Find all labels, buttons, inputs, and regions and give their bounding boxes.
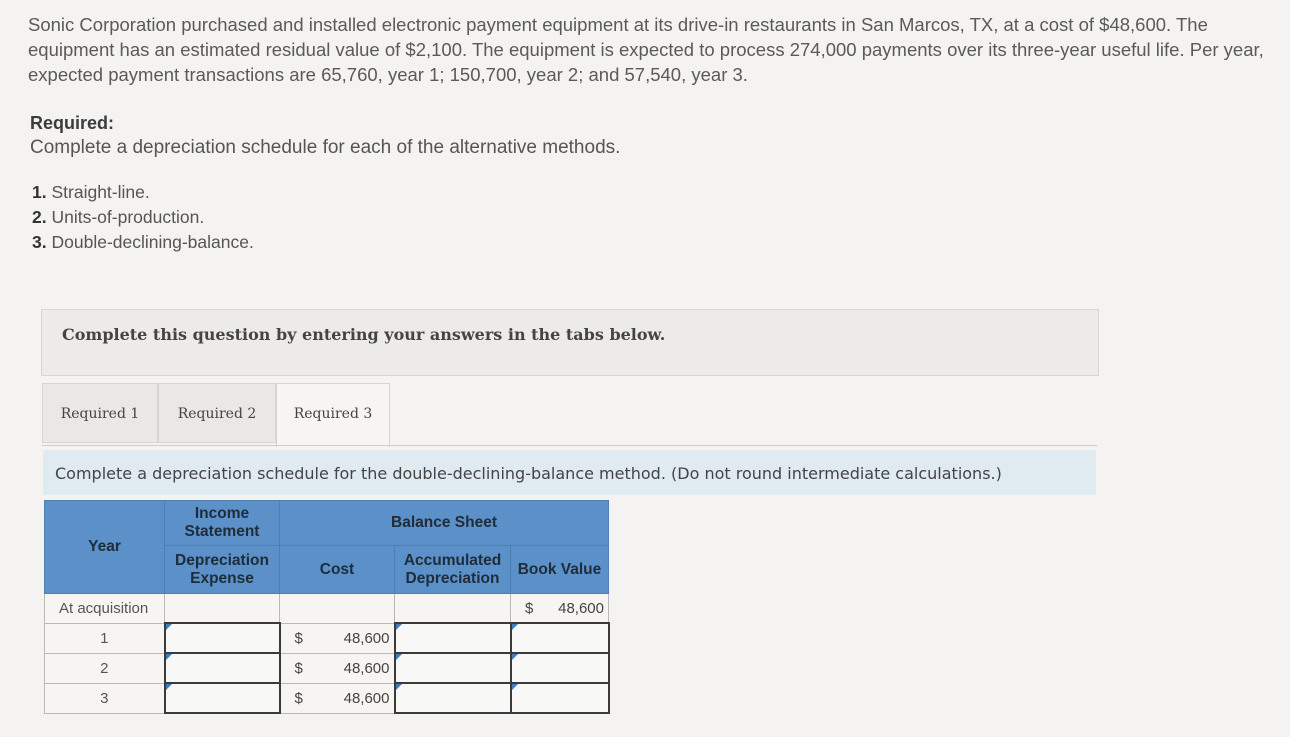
depreciation-expense-input[interactable] bbox=[165, 623, 280, 653]
year-cell: 1 bbox=[45, 623, 165, 653]
depreciation-expense-input[interactable] bbox=[165, 653, 280, 683]
required-heading: Required: bbox=[30, 113, 115, 133]
empty-cell bbox=[280, 594, 395, 624]
row-label: At acquisition bbox=[45, 594, 165, 624]
list-item: 2. Units-of-production. bbox=[32, 207, 205, 227]
year-cell: 3 bbox=[45, 683, 165, 713]
tab-instruction-banner bbox=[43, 450, 1096, 495]
problem-statement: Sonic Corporation purchased and installed electronic payment equipment at its drive-in restaurants in San Marcos, TX, at a cost of $48,600. The equipment has an estimated residual value of $2,100. The equipment is expected to process 274,000 payments over its three-year useful life. Per year, expected payment transactions are 65,760, year 1; 150,700, year 2; and 57,540, year 3. bbox=[28, 14, 1264, 85]
tab-required-1[interactable]: Required 1 bbox=[42, 383, 158, 443]
cost-cell: $ 48,600 bbox=[280, 623, 395, 653]
empty-cell bbox=[165, 594, 280, 624]
accumulated-depreciation-input[interactable] bbox=[395, 653, 511, 683]
tab-required-3[interactable]: Required 3 bbox=[276, 383, 390, 447]
list-item: 1. Straight-line. bbox=[32, 182, 150, 202]
header-income-statement: Income Statement bbox=[165, 501, 280, 546]
header-depreciation-expense: Depreciation Expense bbox=[165, 546, 280, 594]
year-cell: 2 bbox=[45, 653, 165, 683]
header-year: Year bbox=[45, 501, 165, 594]
table-row bbox=[45, 594, 609, 624]
depreciation-expense-input[interactable] bbox=[165, 683, 280, 713]
cost-cell: $ 48,600 bbox=[280, 653, 395, 683]
header-accumulated-depreciation: Accumulated Depreciation bbox=[395, 546, 511, 594]
table-row bbox=[45, 653, 609, 683]
required-description: Complete a depreciation schedule for each of the alternative methods. bbox=[30, 137, 621, 158]
tab-required-2[interactable]: Required 2 bbox=[158, 383, 276, 443]
empty-cell bbox=[395, 594, 511, 624]
header-balance-sheet: Balance Sheet bbox=[280, 501, 609, 546]
list-item: 3. Double-declining-balance. bbox=[32, 232, 254, 252]
table-row bbox=[45, 683, 609, 713]
header-book-value: Book Value bbox=[511, 546, 609, 594]
accumulated-depreciation-input[interactable] bbox=[395, 623, 511, 653]
requirements-list bbox=[32, 180, 254, 255]
header-cost: Cost bbox=[280, 546, 395, 594]
tab-divider bbox=[42, 445, 1097, 446]
accumulated-depreciation-input[interactable] bbox=[395, 683, 511, 713]
depreciation-schedule-table bbox=[44, 500, 610, 714]
table-row bbox=[45, 623, 609, 653]
tab-instruction-text: Complete a depreciation schedule for the double-declining-balance method. (Do not round intermediate calculations.) bbox=[55, 464, 1002, 483]
book-value-acquisition: $ 48,600 bbox=[511, 594, 609, 624]
book-value-input[interactable] bbox=[511, 653, 609, 683]
cost-cell: $ 48,600 bbox=[280, 683, 395, 713]
book-value-input[interactable] bbox=[511, 623, 609, 653]
instruction-banner bbox=[41, 309, 1099, 376]
instruction-text: Complete this question by entering your answers in the tabs below. bbox=[62, 325, 666, 344]
book-value-input[interactable] bbox=[511, 683, 609, 713]
